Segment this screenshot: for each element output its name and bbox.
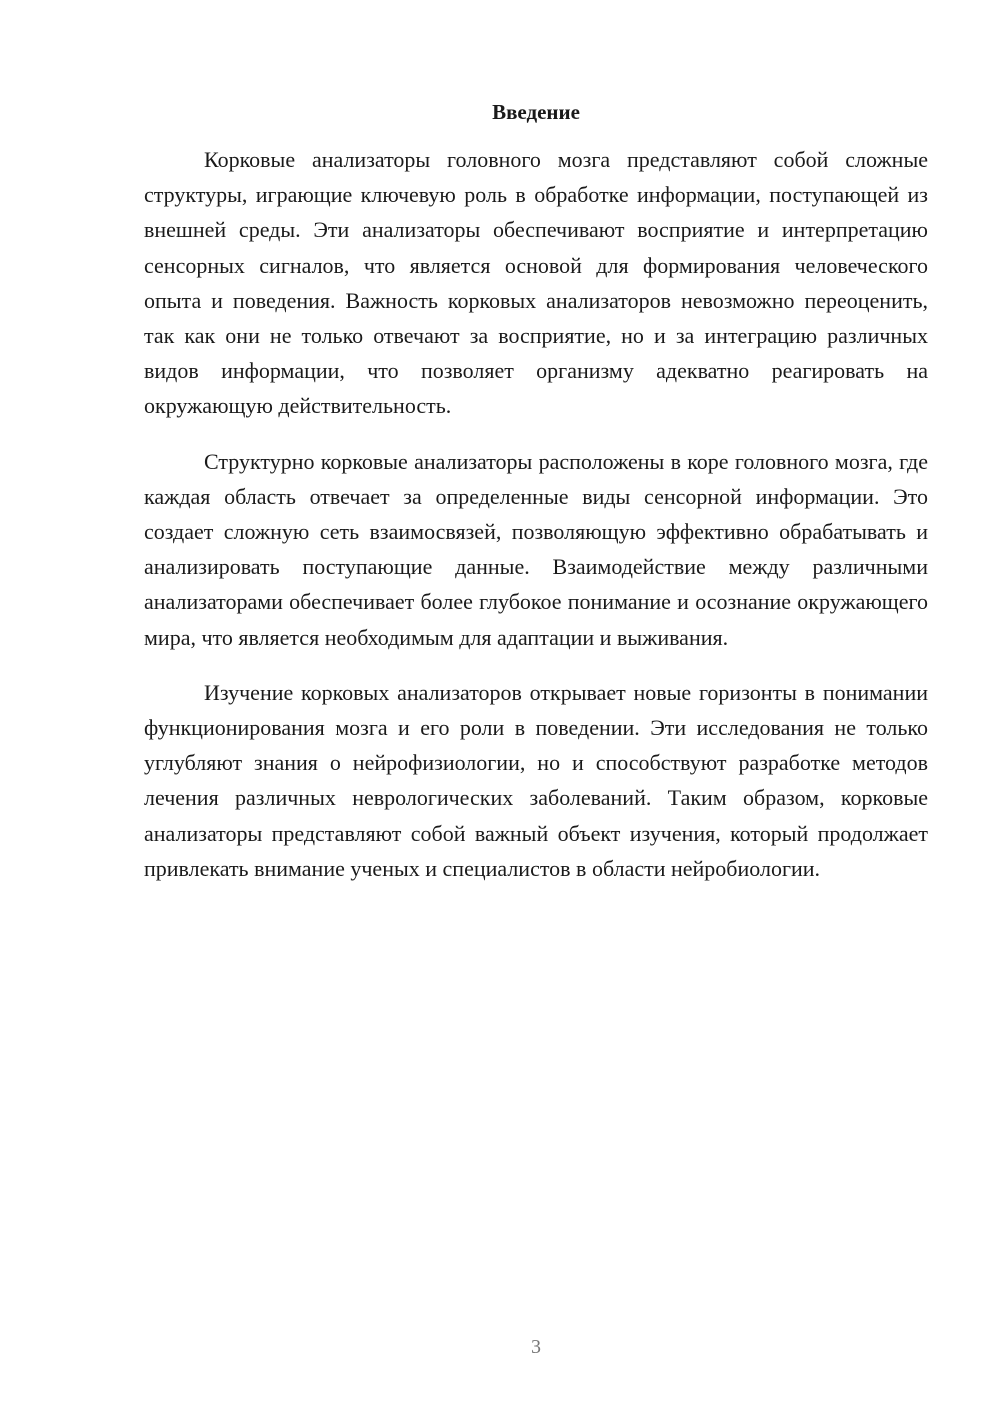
- paragraph-2: Структурно корковые анализаторы расположены в коре головного мозга, где каждая область отвечает за определенные виды сенсорной информации. Это создает сложную сеть взаимосвязей, позволяющую эффективно обрабатывать и анализировать поступающие данные. Взаимодействие между различными анализаторами обеспечивает более глубокое понимание и осознание окружающего мира, что является необходимым для адаптации и выживания.: [144, 448, 928, 650]
- paragraph-3: Изучение корковых анализаторов открывает новые горизонты в понимании функционирования мозга и его роли в поведении. Эти исследования не только углубляют знания о нейрофизиологии, но и способствуют разработке методов лечения различных неврологических заболеваний. Таким образом, корковые анализаторы представляют собой важный объект изучения, который продолжает привлекать внимание ученых и специалистов в области нейробиологии.: [144, 679, 928, 881]
- body-text: [144, 142, 928, 886]
- section-heading: Введение: [492, 100, 580, 124]
- page-number: 3: [531, 1336, 541, 1358]
- paragraph-1: Корковые анализаторы головного мозга представляют собой сложные структуры, играющие ключевую роль в обработке информации, поступающей из внешней среды. Эти анализаторы обеспечивают восприятие и интерпретацию сенсорных сигналов, что является основой для формирования человеческого опыта и поведения. Важность корковых анализаторов невозможно переоценить, так как они не только отвечают за восприятие, но и за интеграцию различных видов информации, что позволяет организму адекватно реагировать на окружающую действительность.: [144, 147, 928, 419]
